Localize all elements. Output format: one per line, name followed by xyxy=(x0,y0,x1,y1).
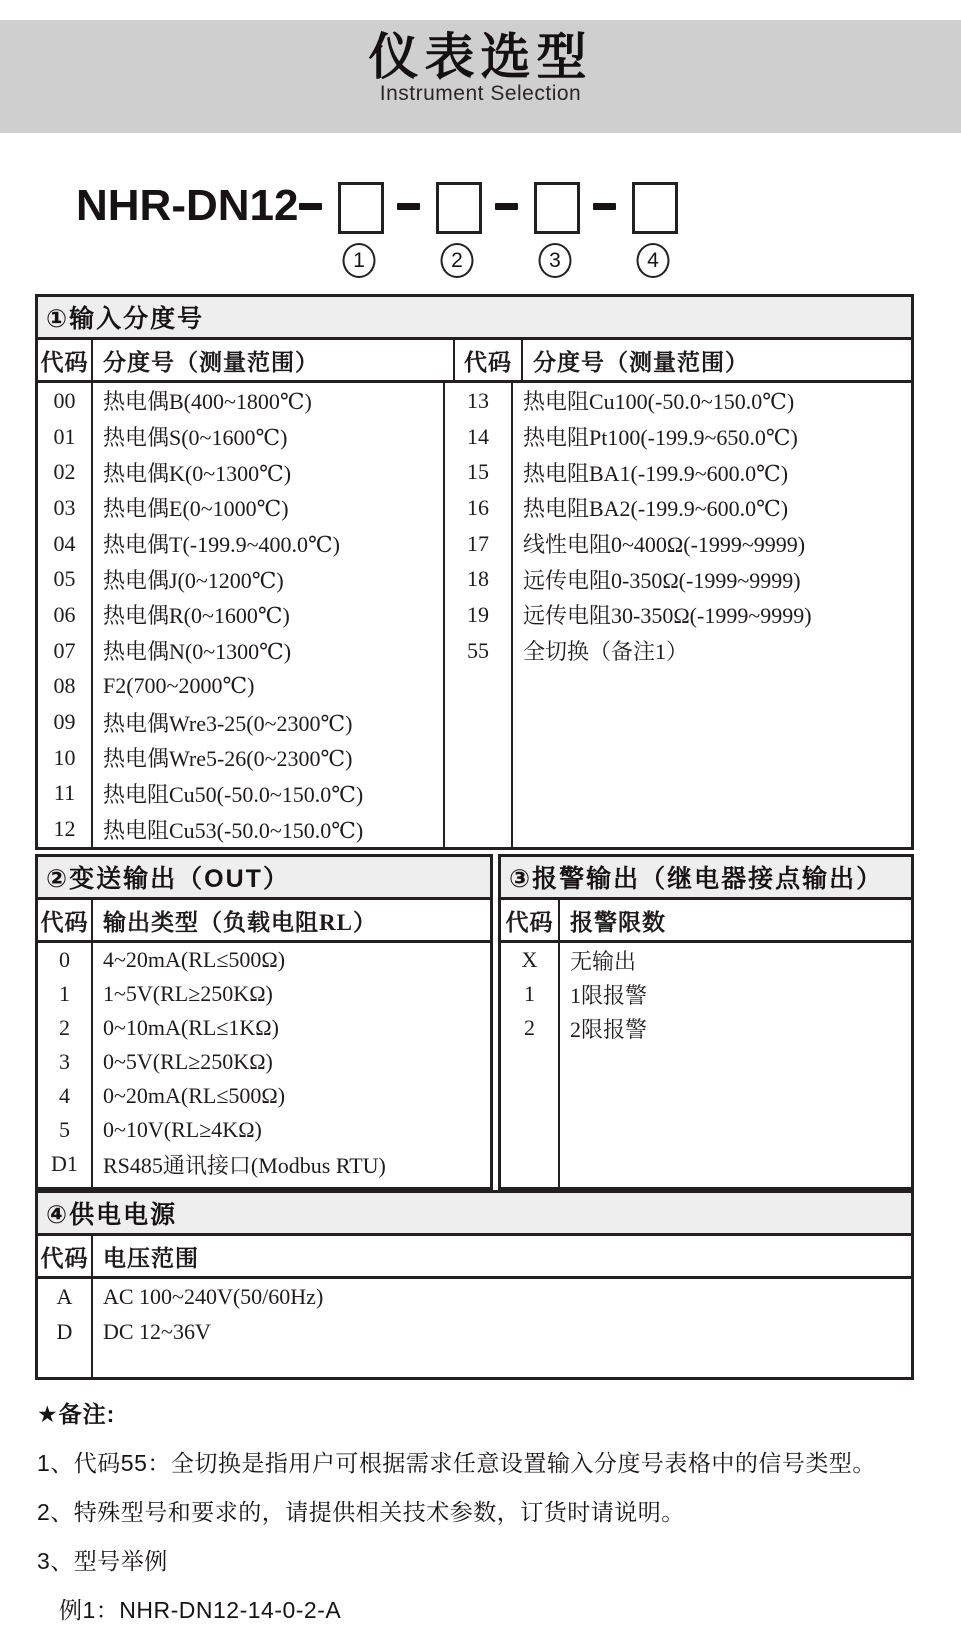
table-cell xyxy=(445,811,511,847)
table-cell xyxy=(513,669,911,705)
table-cell: 热电偶B(400~1800℃) xyxy=(103,389,312,415)
table-cell: 4 xyxy=(59,1083,70,1108)
page-title: 仪表选型 xyxy=(368,29,593,85)
table4-voltage-column xyxy=(93,1279,911,1377)
table-cell: 无输出 xyxy=(570,948,637,974)
model-prefix: NHR-DN12 xyxy=(76,181,299,230)
model-dash xyxy=(593,203,616,210)
table-cell: 热电阻Cu100(-50.0~150.0℃) xyxy=(523,389,795,415)
table-cell: 2 xyxy=(59,1015,70,1040)
model-dash xyxy=(299,203,322,210)
table1-left-range-column xyxy=(93,383,445,847)
table-cell: 10 xyxy=(53,744,76,770)
table-cell: 全切换（备注1） xyxy=(523,639,689,665)
table-cell: 5 xyxy=(59,1117,70,1142)
table2-type-column xyxy=(93,943,490,1187)
table-cell xyxy=(513,776,911,812)
table-cell: 热电阻Cu53(-50.0~150.0℃) xyxy=(103,817,364,843)
table2-header-row xyxy=(38,900,490,943)
table3-limit-header: 报警限数 xyxy=(570,909,666,935)
table2-code-column xyxy=(38,943,93,1187)
table-cell: 15 xyxy=(467,459,489,485)
table-cell xyxy=(445,740,511,776)
table-cell: 热电阻BA2(-199.9~600.0℃) xyxy=(523,496,789,522)
table-cell: 3 xyxy=(59,1049,70,1074)
table-cell: 02 xyxy=(53,459,76,485)
table-cell xyxy=(445,669,511,705)
table1-body xyxy=(38,383,911,847)
table-cell: 17 xyxy=(467,530,489,556)
table4-body xyxy=(38,1279,911,1377)
table-cell: 13 xyxy=(467,387,489,413)
table4-voltage-header: 电压范围 xyxy=(103,1245,199,1271)
table1-code-header-right: 代码 xyxy=(455,340,523,380)
alarm-output-table xyxy=(498,854,914,1190)
table-cell xyxy=(445,776,511,812)
model-option-box-4 xyxy=(632,182,678,234)
table4-title: ④供电电源 xyxy=(38,1193,911,1236)
remarks-list xyxy=(37,1445,927,1576)
table-cell: 热电偶E(0~1000℃) xyxy=(103,496,289,522)
table-cell: 1、代码55：全切换是指用户可根据需求任意设置输入分度号表格中的信号类型。 xyxy=(37,1450,876,1476)
table3-body xyxy=(501,943,911,1187)
circled-number-1: 1 xyxy=(343,243,376,278)
model-example: 例1：NHR-DN12-14-0-2-A xyxy=(59,1597,342,1623)
table-cell: 14 xyxy=(467,423,489,449)
table-cell: D1 xyxy=(51,1151,78,1176)
table-cell: 远传电阻0-350Ω(-1999~9999) xyxy=(523,567,801,593)
table-cell: 07 xyxy=(53,637,76,663)
circled-number-2: 2 xyxy=(441,243,474,278)
table-cell: 热电偶S(0~1600℃) xyxy=(103,425,288,451)
remarks-title: ★备注: xyxy=(37,1401,116,1427)
table-cell: 03 xyxy=(53,494,76,520)
table-cell: X xyxy=(521,947,538,972)
table-cell: 热电偶K(0~1300℃) xyxy=(103,460,292,486)
model-dash xyxy=(397,203,420,210)
table-cell: 00 xyxy=(53,387,76,413)
table-cell: 19 xyxy=(467,601,489,627)
table-cell: 热电阻BA1(-199.9~600.0℃) xyxy=(523,460,789,486)
table1-title: ①输入分度号 xyxy=(38,297,911,340)
table4-code-column xyxy=(38,1279,93,1377)
table-cell: 1 xyxy=(524,981,535,1006)
table-cell: 热电阻Pt100(-199.9~650.0℃) xyxy=(523,425,798,451)
table-cell: 55 xyxy=(467,637,489,663)
table-cell: 0~10mA(RL≤1KΩ) xyxy=(103,1015,279,1040)
table-cell: F2(700~2000℃) xyxy=(103,673,255,699)
table-cell: 0 xyxy=(59,947,70,972)
table-cell: 线性电阻0~400Ω(-1999~9999) xyxy=(523,532,806,558)
power-supply-table xyxy=(35,1190,914,1380)
table-cell: 09 xyxy=(53,709,76,735)
page-subtitle: Instrument Selection xyxy=(379,82,582,105)
title-banner xyxy=(0,20,961,133)
model-dash xyxy=(495,203,518,210)
table-cell xyxy=(513,811,911,847)
table-cell xyxy=(513,740,911,776)
table-cell: RS485通讯接口(Modbus RTU) xyxy=(103,1152,386,1178)
table-cell: 18 xyxy=(467,566,489,592)
table-cell: 热电偶T(-199.9~400.0℃) xyxy=(103,532,340,558)
table2-code-header: 代码 xyxy=(38,900,93,940)
table-cell: 远传电阻30-350Ω(-1999~9999) xyxy=(523,603,812,629)
table-cell: 0~5V(RL≥250KΩ) xyxy=(103,1049,273,1074)
table-cell: AC 100~240V(50/60Hz) xyxy=(103,1283,324,1309)
table1-right-code-column xyxy=(445,383,513,847)
table-cell: 16 xyxy=(467,494,489,520)
table-cell: DC 12~36V xyxy=(103,1318,211,1344)
table3-title: ③报警输出（继电器接点输出） xyxy=(501,857,911,900)
table-cell: 2限报警 xyxy=(570,1016,648,1042)
table-cell: 12 xyxy=(53,816,76,842)
table-cell: 3、型号举例 xyxy=(37,1548,168,1574)
table3-code-column xyxy=(501,943,560,1187)
model-option-box-3 xyxy=(534,182,580,234)
table-cell: 热电偶R(0~1600℃) xyxy=(103,603,290,629)
table3-limit-column xyxy=(560,943,911,1187)
input-graduation-table xyxy=(35,294,914,850)
table-cell: 0~20mA(RL≤500Ω) xyxy=(103,1083,286,1108)
table-cell: 热电偶Wre3-25(0~2300℃) xyxy=(103,710,353,736)
table1-left-code-column xyxy=(38,383,93,847)
table-cell: 2 xyxy=(524,1015,535,1040)
table-cell: D xyxy=(56,1318,73,1344)
table3-header-row xyxy=(501,900,911,943)
model-option-box-2 xyxy=(436,182,482,234)
table-cell: 06 xyxy=(53,601,76,627)
table-cell: 1~5V(RL≥250KΩ) xyxy=(103,981,273,1006)
table2-type-header: 输出类型（负载电阻RL） xyxy=(103,909,377,935)
table1-range-header-left: 分度号（测量范围） xyxy=(93,340,455,380)
remarks-section xyxy=(37,1396,927,1625)
table-cell: 热电阻Cu50(-50.0~150.0℃) xyxy=(103,781,364,807)
table-cell: 05 xyxy=(53,566,76,592)
table-cell xyxy=(445,704,511,740)
table2-body xyxy=(38,943,490,1187)
table-cell: 1 xyxy=(59,981,70,1006)
table-cell: 0~10V(RL≥4KΩ) xyxy=(103,1117,262,1142)
transmit-output-table xyxy=(35,854,493,1190)
table-cell: 4~20mA(RL≤500Ω) xyxy=(103,947,286,972)
table4-code-header: 代码 xyxy=(38,1236,93,1276)
table-cell: 01 xyxy=(53,423,76,449)
table-cell: 11 xyxy=(53,780,76,806)
table4-header-row xyxy=(38,1236,911,1279)
table1-header-row xyxy=(38,340,911,383)
table-cell: 热电偶Wre5-26(0~2300℃) xyxy=(103,746,353,772)
table3-code-header: 代码 xyxy=(501,900,560,940)
circled-number-4: 4 xyxy=(637,243,670,278)
table-cell: 热电偶J(0~1200℃) xyxy=(103,567,284,593)
table-cell: 2、特殊型号和要求的，请提供相关技术参数，订货时请说明。 xyxy=(37,1499,685,1525)
model-option-box-1 xyxy=(338,182,384,234)
table1-range-header-right: 分度号（测量范围） xyxy=(533,349,749,375)
table-cell: 1限报警 xyxy=(570,982,648,1008)
table-cell: 08 xyxy=(53,673,76,699)
table1-code-header-left: 代码 xyxy=(38,340,93,380)
table-cell: 04 xyxy=(53,530,76,556)
table2-title: ②变送输出（OUT） xyxy=(38,857,490,900)
table-cell xyxy=(513,704,911,740)
circled-number-3: 3 xyxy=(539,243,572,278)
table-cell: 热电偶N(0~1300℃) xyxy=(103,639,292,665)
table1-right-range-column xyxy=(513,383,911,847)
table-cell: A xyxy=(56,1283,73,1309)
